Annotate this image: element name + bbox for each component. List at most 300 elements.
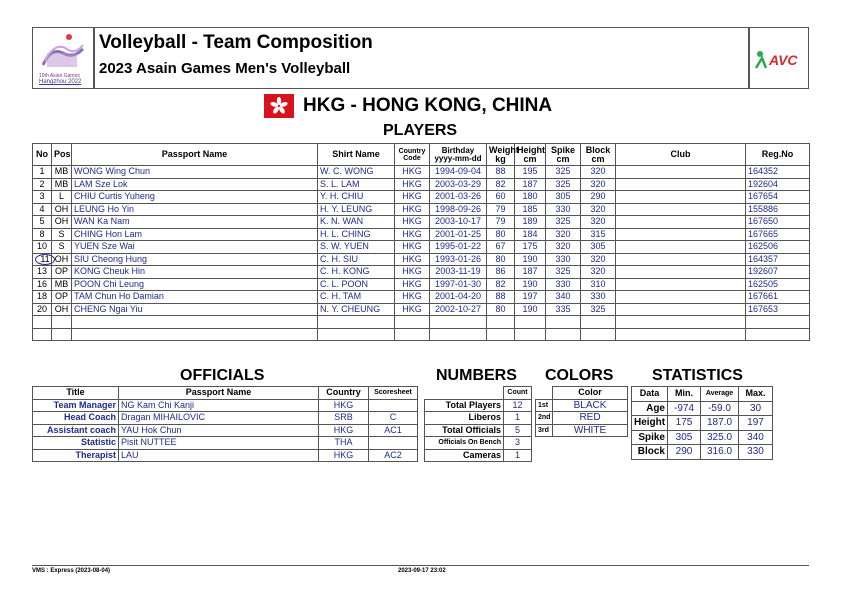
numbers-header-row [425,387,532,400]
player-shirt-name: N. Y. CHEUNG [318,303,395,316]
stat-row [632,401,773,416]
numbers-value: 1 [504,412,532,425]
player-reg-no: 192607 [746,266,810,279]
player-no: 4 [33,203,52,216]
player-passport-name: LAM Sze Lok [72,178,318,191]
player-passport-name: YUEN Sze Wai [72,241,318,254]
player-shirt-name: S. W. YUEN [318,241,395,254]
numbers-row [425,399,532,412]
team-name: HKG - HONG KONG, CHINA [303,95,553,116]
player-spike: 335 [546,303,581,316]
player-weight: 80 [487,303,515,316]
player-birthday: 1998-09-26 [430,203,487,216]
player-shirt-name: W. C. WONG [318,166,395,179]
player-row [33,241,810,254]
player-spike: 330 [546,203,581,216]
player-height: 190 [515,278,546,291]
player-no: 3 [33,191,52,204]
empty-cell [430,316,487,329]
player-height: 180 [515,191,546,204]
official-country: HKG [319,424,369,437]
player-spike: 325 [546,178,581,191]
player-pos: MB [52,278,72,291]
col-birthday-format: yyyy-mm-dd [434,153,482,163]
colors-header-blank [536,387,553,400]
player-reg-no: 167665 [746,228,810,241]
header-title-box [94,27,749,89]
player-pos: S [52,228,72,241]
player-club [616,303,746,316]
logo-caption-city: Hangzhou 2022 [39,79,82,85]
col-block [581,144,616,166]
numbers-row [425,412,532,425]
official-country: SRB [319,412,369,425]
bauhinia-flower-icon [264,94,294,118]
colors-section-title: COLORS [545,367,614,384]
stats-col-data: Data [632,387,668,402]
player-no: 13 [33,266,52,279]
col-height [515,144,546,166]
officials-col-country: Country [319,387,369,400]
player-country-code: HKG [395,303,430,316]
col-no: No [33,144,52,166]
player-height: 190 [515,253,546,266]
player-no [33,253,52,266]
colors-table [535,386,628,437]
player-height: 184 [515,228,546,241]
player-country-code: HKG [395,241,430,254]
player-no: 5 [33,216,52,229]
stats-col-max: Max. [739,387,773,402]
player-passport-name: CHING Hon Lam [72,228,318,241]
player-country-code: HKG [395,178,430,191]
stat-row [632,445,773,460]
col-spike [546,144,581,166]
player-birthday: 1995-01-22 [430,241,487,254]
official-scoresheet [369,399,418,412]
officials-col-title: Title [33,387,119,400]
player-reg-no: 167661 [746,291,810,304]
empty-cell [33,316,52,329]
player-row [33,291,810,304]
stat-average: 187.0 [701,416,739,431]
player-block: 320 [581,253,616,266]
player-no: 20 [33,303,52,316]
official-name: YAU Hok Chun [119,424,319,437]
col-reg-no: Reg.No [746,144,810,166]
stat-max: 330 [739,445,773,460]
numbers-value: 12 [504,399,532,412]
player-reg-no: 164357 [746,253,810,266]
player-club [616,241,746,254]
officials-col-name: Passport Name [119,387,319,400]
player-club [616,266,746,279]
player-birthday: 1997-01-30 [430,278,487,291]
player-shirt-name: S. L. LAM [318,178,395,191]
player-weight: 86 [487,266,515,279]
player-weight: 79 [487,216,515,229]
player-country-code: HKG [395,278,430,291]
official-title: Statistic [33,437,119,450]
official-scoresheet: C [369,412,418,425]
color-rank: 2nd [536,412,553,425]
player-reg-no: 162506 [746,241,810,254]
official-scoresheet: AC2 [369,449,418,462]
official-row [33,449,418,462]
empty-cell [395,316,430,329]
numbers-section-title: NUMBERS [436,367,517,384]
stat-min: 305 [668,430,701,445]
empty-cell [318,328,395,341]
col-block-label: Block [585,144,611,155]
stats-col-average: Average [701,387,739,402]
stat-key: Height [632,416,668,431]
player-shirt-name: C. H. KONG [318,266,395,279]
player-row [33,303,810,316]
player-pos: OH [52,253,72,266]
player-pos: OP [52,266,72,279]
numbers-value: 3 [504,437,532,450]
player-block: 325 [581,303,616,316]
color-rank: 1st [536,399,553,412]
color-row [536,412,628,425]
player-club [616,166,746,179]
col-birthday-label: Birthday [441,145,475,155]
avc-logo-text: AVC [769,52,798,68]
numbers-header-blank [425,387,504,400]
empty-cell [52,316,72,329]
player-reg-no: 192604 [746,178,810,191]
player-pos: S [52,241,72,254]
player-passport-name: KONG Cheuk Hin [72,266,318,279]
player-block: 320 [581,266,616,279]
col-spike-unit: cm [556,153,570,164]
player-height: 187 [515,266,546,279]
color-row [536,399,628,412]
official-row [33,399,418,412]
player-block: 330 [581,291,616,304]
col-weight-label: Weight [489,144,519,155]
player-passport-name: WAN Ka Nam [72,216,318,229]
col-weight-unit: kg [495,153,506,164]
player-weight: 88 [487,291,515,304]
officials-table [32,386,418,462]
empty-cell [430,328,487,341]
player-club [616,253,746,266]
empty-cell [746,316,810,329]
player-spike: 325 [546,216,581,229]
col-passport-name: Passport Name [72,144,318,166]
player-no: 10 [33,241,52,254]
player-row-empty [33,328,810,341]
empty-cell [72,316,318,329]
player-weight: 60 [487,191,515,204]
player-block: 320 [581,166,616,179]
player-no: 18 [33,291,52,304]
player-spike: 320 [546,241,581,254]
official-row [33,437,418,450]
players-header-row [33,144,810,166]
player-no: 2 [33,178,52,191]
player-pos: OH [52,216,72,229]
colors-header-row [536,387,628,400]
stat-max: 197 [739,416,773,431]
player-block: 305 [581,241,616,254]
player-row [33,266,810,279]
player-block: 320 [581,178,616,191]
official-row [33,412,418,425]
player-spike: 330 [546,253,581,266]
stat-key: Spike [632,430,668,445]
official-title: Head Coach [33,412,119,425]
player-club [616,228,746,241]
avc-logo-icon [754,48,806,70]
color-value: RED [553,412,628,425]
player-weight: 82 [487,278,515,291]
hong-kong-flag [264,94,294,118]
player-reg-no: 162505 [746,278,810,291]
captain-marker: 11 [35,254,55,265]
stat-row [632,430,773,445]
statistics-table [631,386,773,460]
player-reg-no: 155886 [746,203,810,216]
player-weight: 88 [487,166,515,179]
empty-cell [546,328,581,341]
player-block: 310 [581,278,616,291]
player-country-code: HKG [395,228,430,241]
player-reg-no: 167654 [746,191,810,204]
player-passport-name: TAM Chun Ho Damian [72,291,318,304]
player-row [33,166,810,179]
empty-cell [72,328,318,341]
col-country-label: Country [398,147,426,155]
player-passport-name: WONG Wing Chun [72,166,318,179]
page-title: Volleyball - Team Composition [99,32,373,53]
page-subtitle: 2023 Asain Games Men's Volleyball [99,60,351,77]
color-rank: 3rd [536,424,553,437]
stat-min: 175 [668,416,701,431]
player-pos: OH [52,203,72,216]
player-height: 187 [515,178,546,191]
col-shirt-name: Shirt Name [318,144,395,166]
player-pos: OP [52,291,72,304]
player-club [616,278,746,291]
statistics-header-row [632,387,773,402]
numbers-row [425,437,532,450]
empty-cell [746,328,810,341]
player-club [616,178,746,191]
players-table [32,143,810,341]
numbers-row [425,424,532,437]
player-country-code: HKG [395,216,430,229]
numbers-label: Cameras [425,449,504,462]
stat-key: Block [632,445,668,460]
player-weight: 80 [487,228,515,241]
stat-key: Age [632,401,668,416]
player-block: 315 [581,228,616,241]
empty-cell [616,316,746,329]
player-block: 290 [581,191,616,204]
logo-caption: 19th Asian Games [39,73,80,79]
player-shirt-name: C. H. TAM [318,291,395,304]
player-club [616,191,746,204]
player-weight: 82 [487,178,515,191]
player-spike: 330 [546,278,581,291]
player-country-code: HKG [395,191,430,204]
player-height: 195 [515,166,546,179]
official-scoresheet: AC1 [369,424,418,437]
col-weight [487,144,519,166]
player-passport-name: CHENG Ngai Yiu [72,303,318,316]
numbers-col-count: Count [504,387,532,400]
asian-games-emblem-icon [37,31,89,71]
officials-section-title: OFFICIALS [180,367,265,384]
col-code-label: Code [403,154,421,162]
player-shirt-name: H. L. CHING [318,228,395,241]
col-pos: Pos [52,144,72,166]
official-scoresheet [369,437,418,450]
player-row [33,203,810,216]
stat-average: 325.0 [701,430,739,445]
player-country-code: HKG [395,203,430,216]
stat-average: 316.0 [701,445,739,460]
colors-col-color: Color [553,387,628,400]
footer-timestamp: 2023-09-17 23:02 [398,568,446,574]
statistics-section-title: STATISTICS [652,367,743,384]
player-birthday: 2003-10-17 [430,216,487,229]
numbers-row [425,449,532,462]
numbers-label: Total Players [425,399,504,412]
player-birthday: 2003-03-29 [430,178,487,191]
official-title: Assistant coach [33,424,119,437]
player-country-code: HKG [395,266,430,279]
col-height-unit: cm [523,153,537,164]
color-value: BLACK [553,399,628,412]
stats-col-min: Min. [668,387,701,402]
stat-min: 290 [668,445,701,460]
player-passport-name: CHIU Curtis Yuheng [72,191,318,204]
stat-min: -974 [668,401,701,416]
player-height: 190 [515,303,546,316]
numbers-label: Total Officials [425,424,504,437]
player-country-code: HKG [395,291,430,304]
stat-average: -59.0 [701,401,739,416]
player-country-code: HKG [395,166,430,179]
empty-cell [515,328,546,341]
numbers-label: Officials On Bench [425,437,504,450]
player-birthday: 2001-03-26 [430,191,487,204]
player-birthday: 2001-01-25 [430,228,487,241]
player-birthday: 2003-11-19 [430,266,487,279]
player-spike: 320 [546,228,581,241]
player-height: 175 [515,241,546,254]
col-spike-label: Spike [550,144,575,155]
player-no: 8 [33,228,52,241]
player-height: 189 [515,216,546,229]
player-row-empty [33,316,810,329]
player-shirt-name: K. N. WAN [318,216,395,229]
player-row [33,253,810,266]
official-country: THA [319,437,369,450]
col-height-label: Height [517,144,545,155]
player-row [33,216,810,229]
empty-cell [52,328,72,341]
player-height: 197 [515,291,546,304]
player-block: 320 [581,203,616,216]
col-birthday [430,144,487,166]
player-no: 16 [33,278,52,291]
player-pos: OH [52,303,72,316]
player-spike: 305 [546,191,581,204]
player-shirt-name: Y. H. CHIU [318,191,395,204]
player-row [33,178,810,191]
player-passport-name: POON Chi Leung [72,278,318,291]
player-spike: 325 [546,266,581,279]
stat-row [632,416,773,431]
player-shirt-name: H. Y. LEUNG [318,203,395,216]
col-club: Club [616,144,746,166]
numbers-value: 5 [504,424,532,437]
stat-max: 30 [739,401,773,416]
empty-cell [487,328,515,341]
official-name: Dragan MIHAILOVIC [119,412,319,425]
player-pos: MB [52,178,72,191]
player-pos: L [52,191,72,204]
official-name: NG Kam Chi Kanji [119,399,319,412]
color-value: WHITE [553,424,628,437]
player-birthday: 1994-09-04 [430,166,487,179]
numbers-table [424,386,532,462]
empty-cell [33,328,52,341]
player-spike: 325 [546,166,581,179]
official-name: LAU [119,449,319,462]
officials-header-row [33,387,418,400]
col-block-unit: cm [591,153,605,164]
player-row [33,191,810,204]
empty-cell [395,328,430,341]
official-name: Pisit NUTTEE [119,437,319,450]
player-shirt-name: C. L. POON [318,278,395,291]
player-club [616,216,746,229]
empty-cell [581,328,616,341]
stat-max: 340 [739,430,773,445]
empty-cell [581,316,616,329]
player-reg-no: 164352 [746,166,810,179]
official-row [33,424,418,437]
player-row [33,228,810,241]
numbers-value: 1 [504,449,532,462]
empty-cell [546,316,581,329]
officials-col-scoresheet: Scoresheet [369,387,418,400]
empty-cell [616,328,746,341]
empty-cell [515,316,546,329]
player-block: 320 [581,216,616,229]
player-pos: MB [52,166,72,179]
footer-version: VMS : Express (2023-08-04) [32,568,111,574]
official-country: HKG [319,399,369,412]
player-passport-name: LEUNG Ho Yin [72,203,318,216]
player-spike: 340 [546,291,581,304]
player-club [616,291,746,304]
empty-cell [318,316,395,329]
numbers-label: Liberos [425,412,504,425]
player-weight: 79 [487,203,515,216]
official-country: HKG [319,449,369,462]
player-row [33,278,810,291]
player-reg-no: 167653 [746,303,810,316]
asian-games-logo [32,27,94,89]
player-no: 1 [33,166,52,179]
